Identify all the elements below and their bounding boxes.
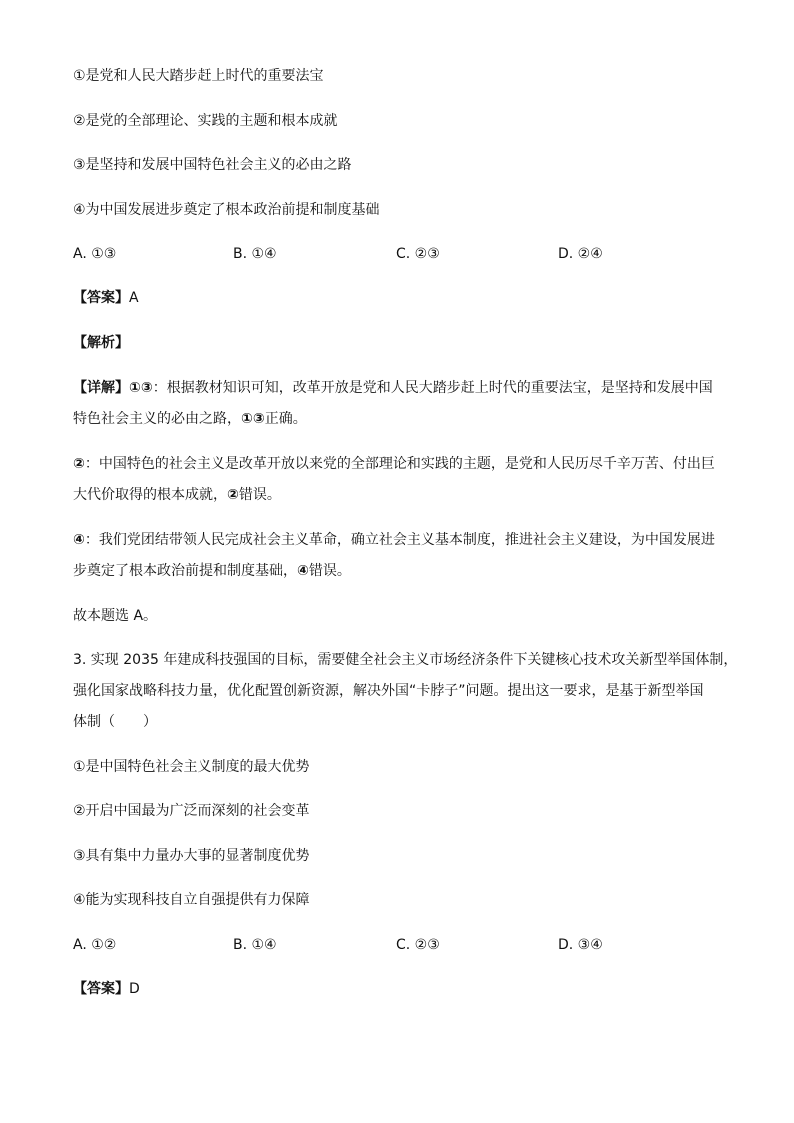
detail-p2-key: ② [73, 456, 85, 472]
q3-option-d: D. ③④ [558, 937, 603, 953]
q2-detail-p2-line2 [73, 486, 281, 504]
q3-stem-line1: 3. 实现 2035 年建成科技强国的目标，需要健全社会主义市场经济条件下关键核心技术攻关新型举国体制， [73, 652, 738, 668]
q3-statement-3: ③具有集中力量办大事的显著制度优势 [73, 848, 310, 864]
q2-statement-4: ④为中国发展进步奠定了根本政治前提和制度基础 [73, 202, 380, 218]
q2-statement-3: ③是坚持和发展中国特色社会主义的必由之路 [73, 157, 352, 173]
detail-p3-text: ：我们党团结带领人民完成社会主义革命，确立社会主义基本制度，推进社会主义建设，为中国发展进 [84, 532, 715, 548]
detail-p1-text-3: 正确。 [264, 411, 307, 427]
detail-p1-text-2: 特色社会主义的必由之路， [73, 411, 241, 427]
q2-analysis-label: 【解析】 [73, 335, 129, 351]
q2-statement-1: ①是党和人民大踏步赶上时代的重要法宝 [73, 68, 324, 84]
q3-stem-line2: 强化国家战略科技力量，优化配置创新资源，解决外国“卡脖子”问题。提出这一要求，是基于新型举国 [73, 683, 704, 699]
q2-option-a: A. ①③ [73, 246, 117, 262]
q2-detail-p1-line1 [73, 379, 713, 397]
q2-conclusion: 故本题选 A。 [73, 608, 158, 624]
q3-statement-1: ①是中国特色社会主义制度的最大优势 [73, 759, 310, 775]
answer-value: A [129, 290, 139, 306]
q2-option-d: D. ②④ [558, 246, 603, 262]
q3-statement-2: ②开启中国最为广泛而深刻的社会变革 [73, 803, 310, 819]
detail-p1-text: ：根据教材知识可知，改革开放是党和人民大踏步赶上时代的重要法宝，是坚持和发展中国 [152, 380, 713, 396]
detail-p2-text-2: 大代价取得的根本成就， [73, 487, 227, 503]
q2-option-b: B. ①④ [233, 246, 277, 262]
q2-statement-2: ②是党的全部理论、实践的主题和根本成就 [73, 113, 338, 129]
detail-p3-text-3: 错误。 [308, 563, 351, 579]
detail-p2-text: ：中国特色的社会主义是改革开放以来党的全部理论和实践的主题，是党和人民历尽千辛万苦、付出巨 [84, 456, 715, 472]
detail-p2-text-3: 错误。 [238, 487, 281, 503]
q3-option-a: A. ①② [73, 937, 117, 953]
q2-answer [73, 289, 139, 307]
q3-option-b: B. ①④ [233, 937, 277, 953]
detail-p1-key-2: ①③ [241, 411, 265, 427]
q3-option-c: C. ②③ [396, 937, 440, 953]
q3-answer [73, 980, 140, 998]
detail-p3-key: ④ [73, 532, 85, 548]
answer-label: 【答案】 [73, 290, 129, 306]
q3-statement-4: ④能为实现科技自立自强提供有力保障 [73, 892, 310, 908]
q3-stem-line3: 体制（ ） [73, 714, 157, 730]
detail-p3-key-2: ④ [297, 563, 309, 579]
detail-label: 【详解】 [73, 380, 129, 396]
q2-detail-p2-line1 [73, 455, 715, 473]
q2-detail-p3-line1 [73, 531, 715, 549]
q2-option-c: C. ②③ [396, 246, 440, 262]
detail-p3-text-2: 步奠定了根本政治前提和制度基础， [73, 563, 297, 579]
q3-answer-value: D [129, 981, 140, 997]
q2-detail-p3-line2 [73, 562, 351, 580]
q3-answer-label: 【答案】 [73, 981, 129, 997]
q2-detail-p1-line2 [73, 410, 307, 428]
detail-p2-key-2: ② [227, 487, 239, 503]
detail-p1-key: ①③ [129, 380, 153, 396]
